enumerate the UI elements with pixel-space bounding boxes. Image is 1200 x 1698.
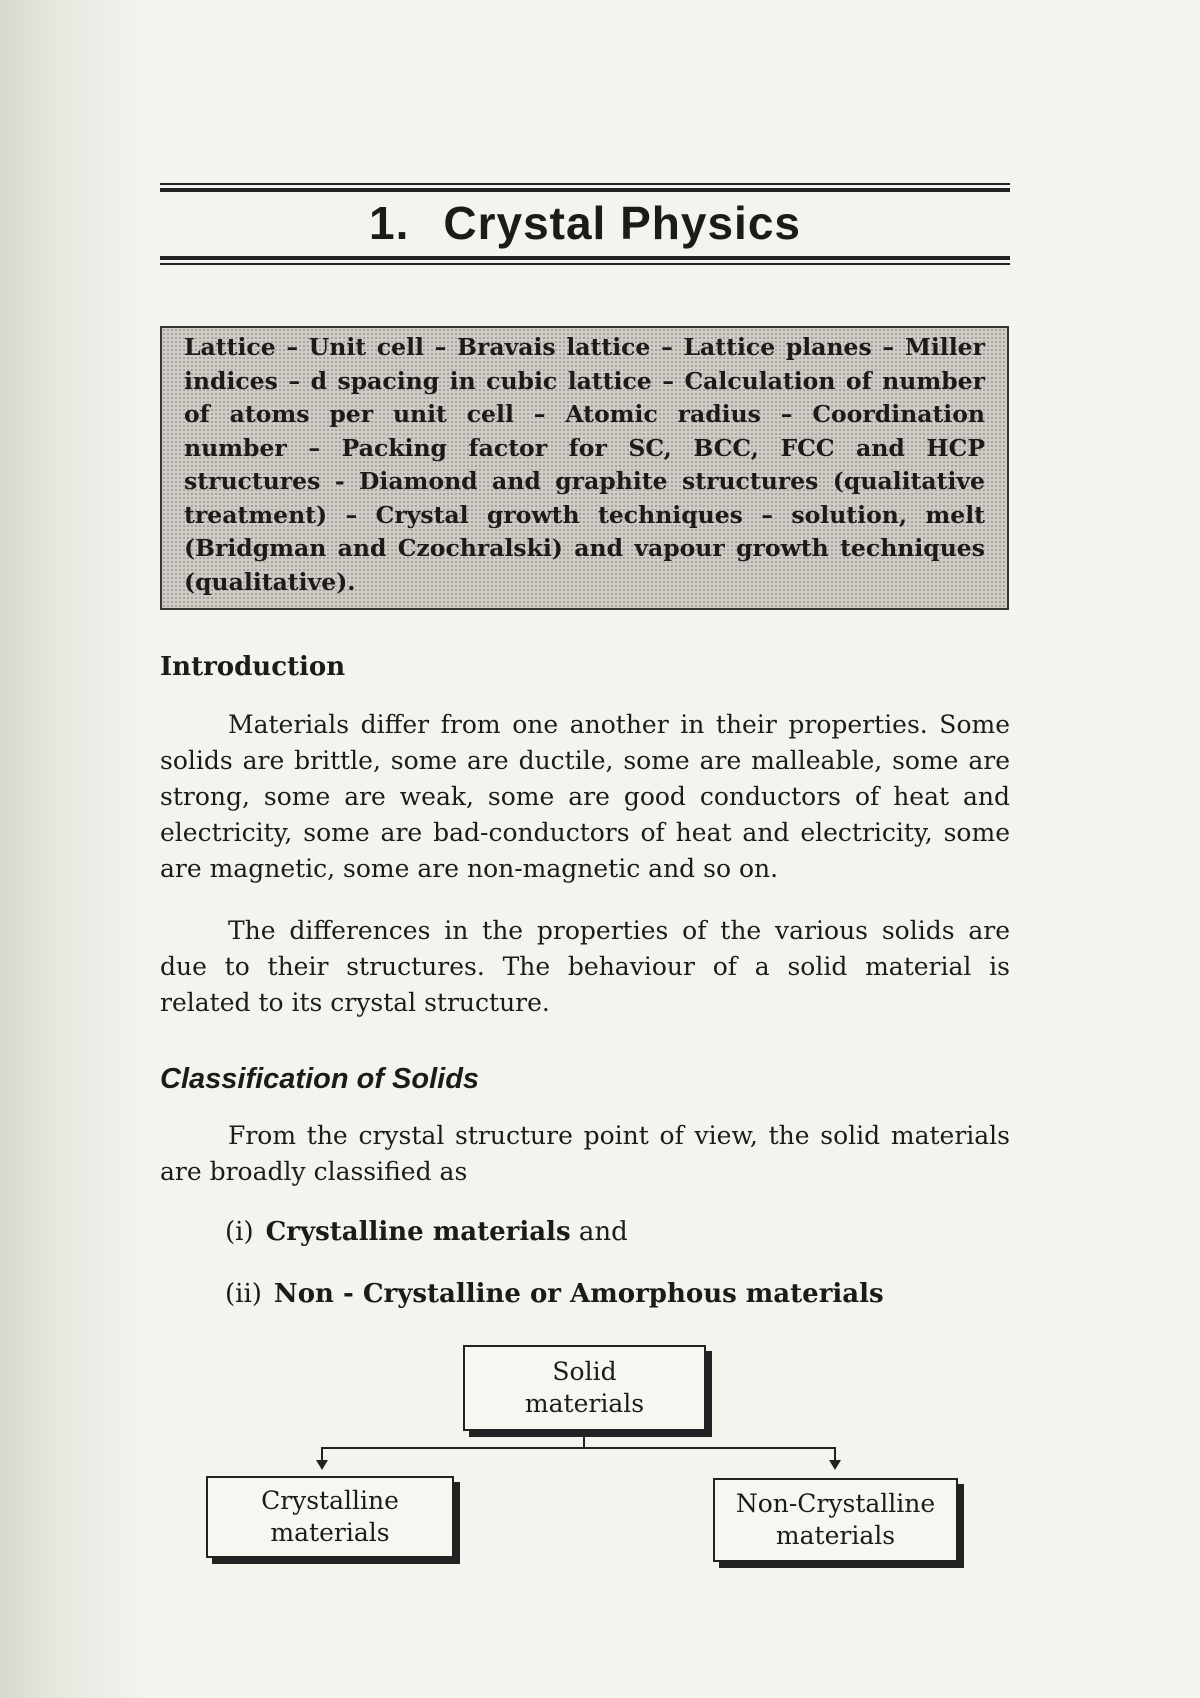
list-item-numeral: (ii): [225, 1279, 262, 1309]
introduction-paragraph-2: The differences in the properties of the various solids are due to their structures. The behaviour of a solid material is related to its crystal structure.: [160, 916, 1010, 1017]
chapter-title: [160, 196, 1010, 250]
classification-paragraph: From the crystal structure point of view, the solid materials are broadly classified as: [160, 1121, 1010, 1186]
diagram-box-crystalline: [206, 1476, 454, 1558]
introduction-paragraph-1: Materials differ from one another in their properties. Some solids are brittle, some are ductile, some are malleable, some are strong, some are weak, some are good conductors of heat and electricity, some are bad-conductors of heat and electricity, some are magnetic, some are non-magnetic and so on.: [160, 710, 1010, 883]
classification-heading: Classification of Solids: [160, 1063, 480, 1095]
chapter-title-text: Crystal Physics: [443, 197, 802, 249]
diagram-box-solid-materials: [463, 1345, 706, 1431]
title-rule-top-thick: [160, 188, 1010, 192]
diagram-label-crystalline: Crystalline materials: [261, 1486, 399, 1547]
list-item-numeral: (i): [225, 1217, 254, 1247]
list-item-suffix: and: [570, 1217, 628, 1247]
syllabus-box: [160, 326, 1009, 610]
list-item-amorphous: [225, 1279, 884, 1309]
list-item-term: Non - Crystalline or Amorphous materials: [273, 1279, 884, 1309]
diagram-connector-vertical: [583, 1431, 585, 1448]
diagram-arrow-left: [316, 1460, 328, 1470]
introduction-heading: Introduction: [160, 652, 346, 682]
diagram-connector-horizontal: [321, 1447, 836, 1449]
syllabus-text: Lattice – Unit cell – Bravais lattice – Lattice planes – Miller indices – d spacing in cubic lattice – Calculation of number of atoms per unit cell – Atomic radius – Coordination number – Packing factor for SC, BCC, FCC and HCP structures - Diamond and graphite structures (qualitative treatment) – Crystal growth techniques – solution, melt (Bridgman and Czochralski) and vapour growth techniques (qualitative).: [184, 333, 985, 596]
diagram-connector-right-drop: [834, 1447, 836, 1460]
title-rule-bottom-thick: [160, 256, 1010, 260]
diagram-connector-left-drop: [321, 1447, 323, 1460]
diagram-label-solid-materials: Solid materials: [524, 1357, 645, 1418]
diagram-label-non-crystalline: Non-Crystalline materials: [735, 1489, 936, 1550]
list-item-crystalline: [225, 1217, 628, 1247]
page-edge-shadow: [0, 0, 150, 1698]
title-rule-top-thin: [160, 183, 1010, 185]
diagram-arrow-right: [829, 1460, 841, 1470]
title-rule-bottom-thin: [160, 263, 1010, 265]
diagram-box-non-crystalline: [713, 1478, 958, 1562]
chapter-number: 1.: [368, 197, 410, 249]
list-item-term: Crystalline materials: [265, 1217, 571, 1247]
